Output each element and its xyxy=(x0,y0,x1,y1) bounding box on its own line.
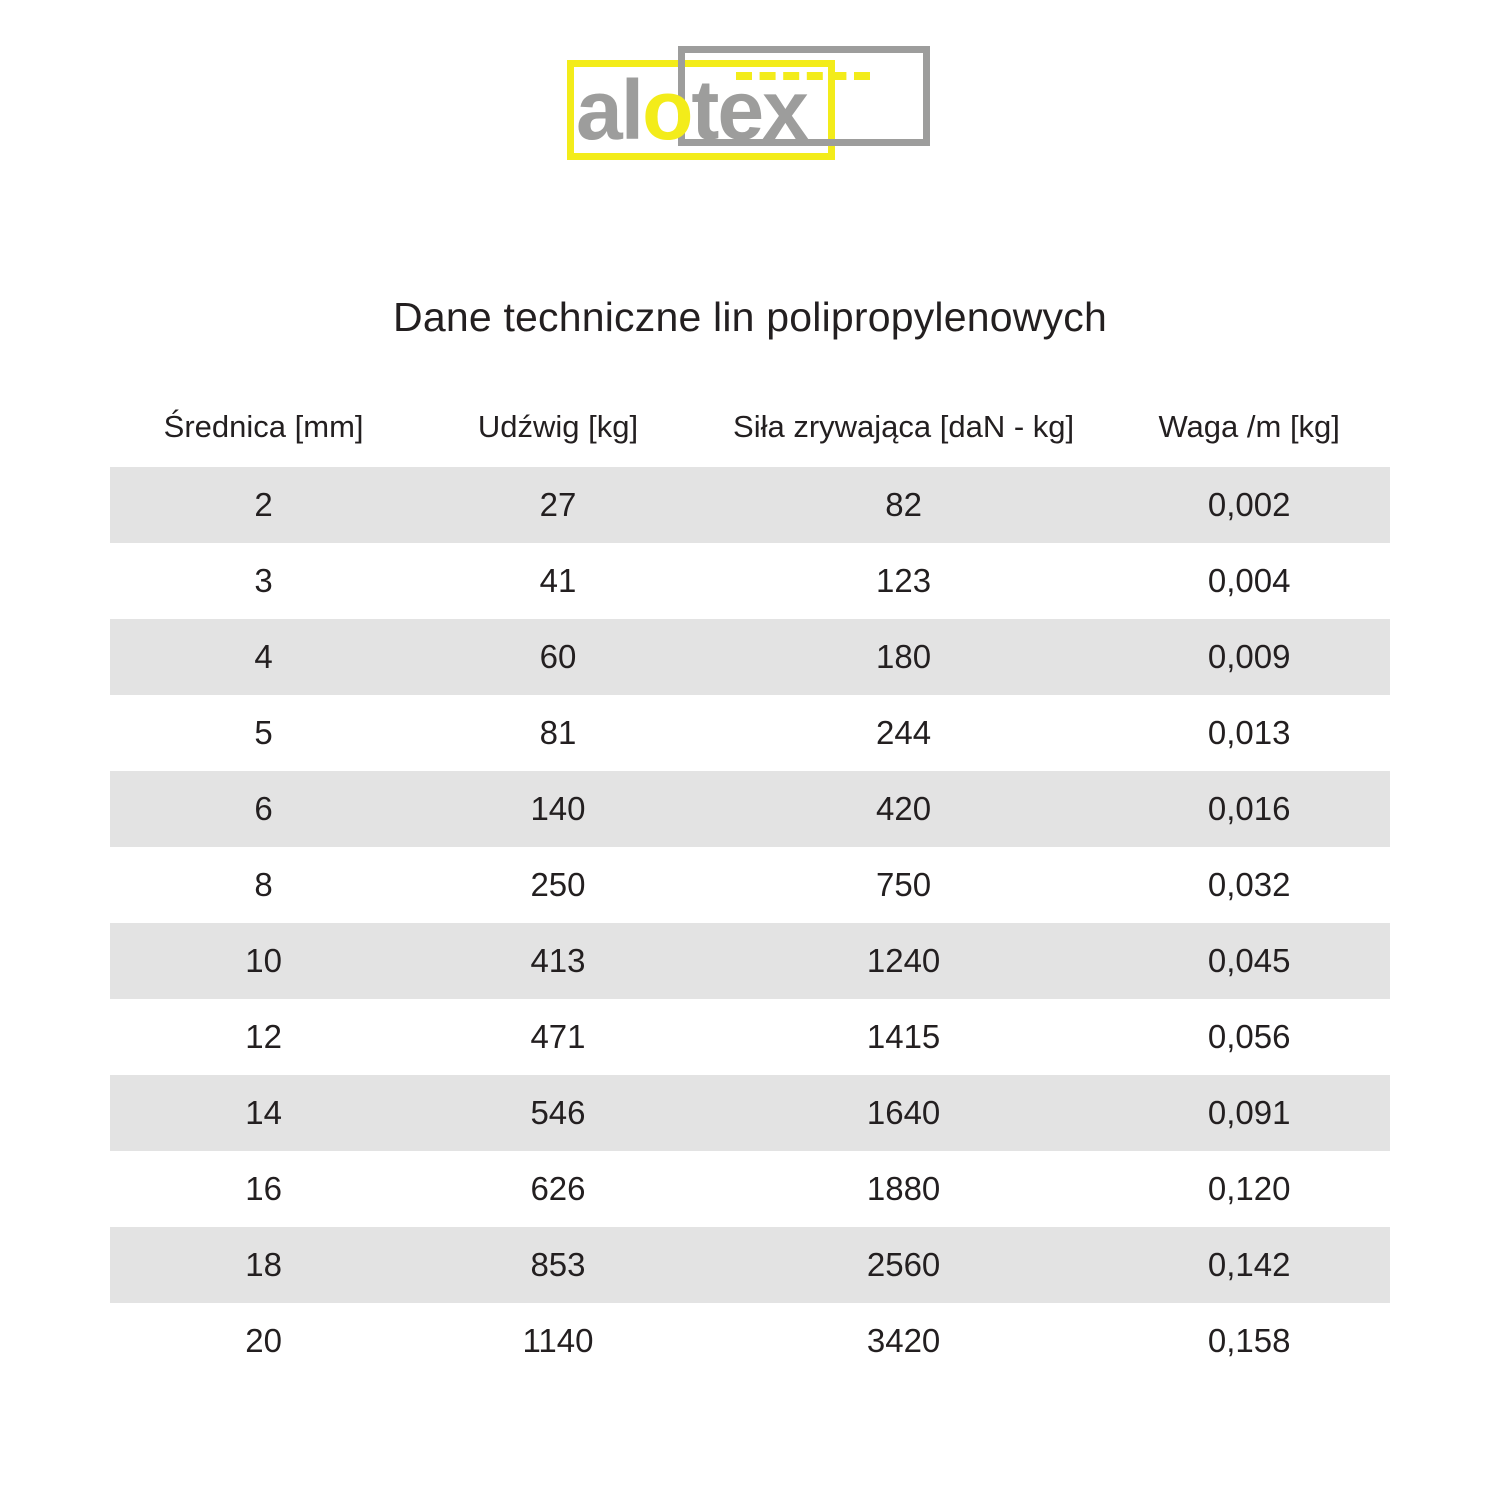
cell-diameter: 18 xyxy=(110,1227,417,1303)
table-row xyxy=(110,1075,1390,1151)
cell-breaking-force: 1415 xyxy=(866,1018,941,1055)
table-row xyxy=(110,1227,1390,1303)
cell-load: 27 xyxy=(417,467,699,543)
table-row xyxy=(110,923,1390,999)
cell-diameter: 5 xyxy=(254,714,273,751)
cell-breaking-force: 1240 xyxy=(699,923,1109,999)
cell-load: 853 xyxy=(417,1227,699,1303)
cell-weight: 0,009 xyxy=(1108,619,1390,695)
cell-weight: 0,120 xyxy=(1207,1170,1291,1207)
cell-weight: 0,004 xyxy=(1207,562,1291,599)
cell-breaking-force: 2560 xyxy=(699,1227,1109,1303)
cell-load: 60 xyxy=(417,619,699,695)
cell-diameter: 14 xyxy=(110,1075,417,1151)
cell-breaking-force: 750 xyxy=(876,866,932,903)
cell-weight: 0,002 xyxy=(1108,467,1390,543)
table-row xyxy=(110,847,1390,923)
table-row xyxy=(110,543,1390,619)
cell-load: 626 xyxy=(530,1170,586,1207)
logo-wordmark xyxy=(576,64,807,156)
cell-breaking-force: 420 xyxy=(699,771,1109,847)
cell-weight: 0,158 xyxy=(1207,1322,1291,1359)
cell-breaking-force: 1880 xyxy=(866,1170,941,1207)
cell-load: 250 xyxy=(530,866,586,903)
cell-load: 140 xyxy=(417,771,699,847)
cell-diameter: 2 xyxy=(110,467,417,543)
cell-diameter: 3 xyxy=(254,562,273,599)
cell-weight: 0,016 xyxy=(1108,771,1390,847)
cell-load: 471 xyxy=(530,1018,586,1055)
column-header-weight: Waga /m [kg] xyxy=(1158,409,1340,444)
table-row xyxy=(110,467,1390,543)
cell-diameter: 4 xyxy=(110,619,417,695)
logo-wordmark-part2: o xyxy=(642,63,692,157)
cell-load: 1140 xyxy=(522,1322,594,1359)
cell-weight: 0,032 xyxy=(1207,866,1291,903)
column-header-load: Udźwig [kg] xyxy=(477,409,639,444)
column-header-breaking-force: Siła zrywająca [daN - kg] xyxy=(733,409,1075,444)
cell-diameter: 10 xyxy=(110,923,417,999)
column-header-diameter: Średnica [mm] xyxy=(163,409,364,444)
table-row xyxy=(110,999,1390,1075)
logo-area xyxy=(0,0,1500,176)
cell-weight: 0,142 xyxy=(1108,1227,1390,1303)
table-row xyxy=(110,619,1390,695)
table-row xyxy=(110,771,1390,847)
cell-breaking-force: 123 xyxy=(876,562,932,599)
cell-breaking-force: 244 xyxy=(876,714,932,751)
cell-weight: 0,056 xyxy=(1207,1018,1291,1055)
logo-wordmark-part3: tex xyxy=(691,63,807,157)
cell-weight: 0,045 xyxy=(1108,923,1390,999)
cell-diameter: 16 xyxy=(245,1170,282,1207)
spec-table xyxy=(110,403,1390,1379)
cell-diameter: 6 xyxy=(110,771,417,847)
cell-breaking-force: 3420 xyxy=(866,1322,941,1359)
cell-load: 41 xyxy=(539,562,577,599)
cell-diameter: 20 xyxy=(245,1322,282,1359)
table-header xyxy=(110,403,1390,467)
cell-weight: 0,091 xyxy=(1108,1075,1390,1151)
cell-load: 546 xyxy=(417,1075,699,1151)
cell-load: 413 xyxy=(417,923,699,999)
cell-diameter: 12 xyxy=(245,1018,282,1055)
page-title: Dane techniczne lin polipropylenowych xyxy=(393,294,1107,340)
table-row xyxy=(110,1151,1390,1227)
table-body xyxy=(110,467,1390,1379)
cell-breaking-force: 1640 xyxy=(699,1075,1109,1151)
logo-wordmark-part1: al xyxy=(576,63,643,157)
spec-table-container xyxy=(0,403,1500,1379)
cell-load: 81 xyxy=(539,714,577,751)
table-row xyxy=(110,1303,1390,1379)
cell-diameter: 8 xyxy=(254,866,273,903)
table-header-row xyxy=(110,403,1390,467)
alotex-logo xyxy=(560,46,940,176)
cell-weight: 0,013 xyxy=(1207,714,1291,751)
cell-breaking-force: 180 xyxy=(699,619,1109,695)
cell-breaking-force: 82 xyxy=(699,467,1109,543)
table-row xyxy=(110,695,1390,771)
